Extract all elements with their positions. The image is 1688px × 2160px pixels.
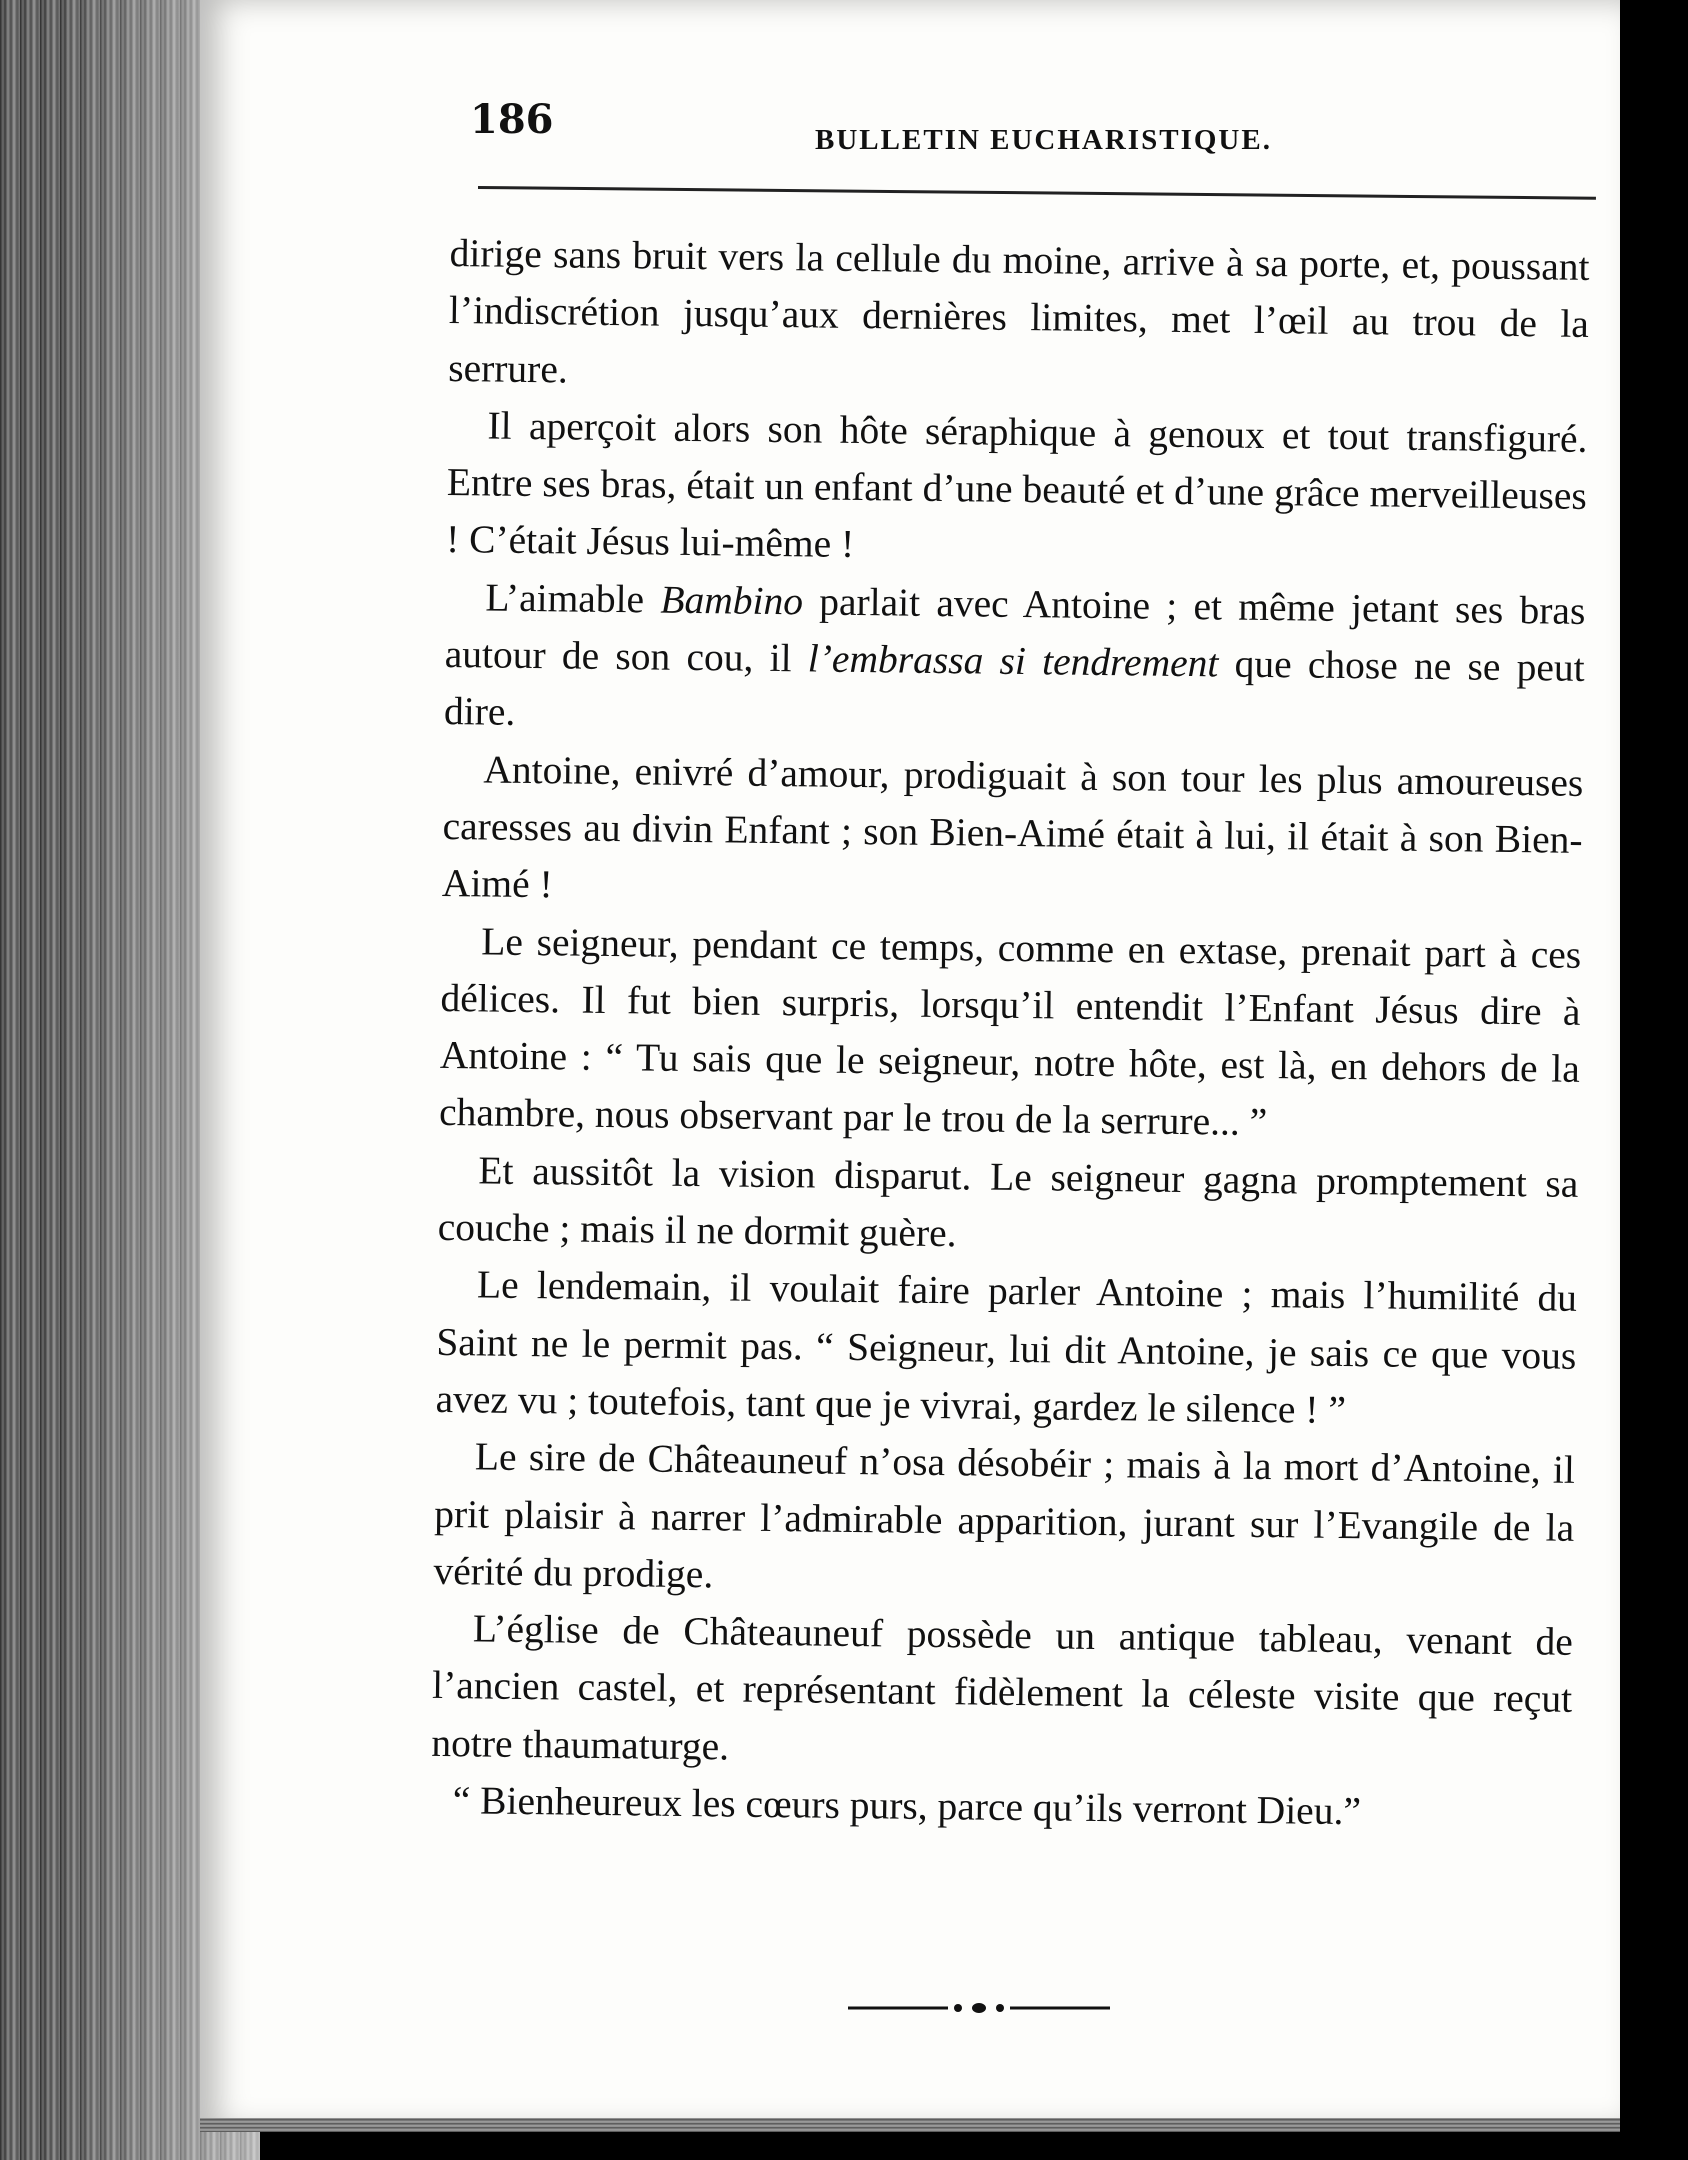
end-ornament xyxy=(848,2000,1110,2016)
italic-phrase: l’embrassa si tendrement xyxy=(807,636,1219,686)
paragraph: Le seigneur, pendant ce temps, comme en extase, prenait part à ces délices. Il fut bien surpris, lorsqu’il entendit l’Enfant Jésus dire à Antoine : “ Tu sais que le seigneur, notre hôte, est là, en dehors de la chambre, nous observant par le trou de la serrure... ” xyxy=(438,918,1582,1145)
page-header xyxy=(470,96,1600,176)
book-bottom-edge xyxy=(200,2118,1640,2132)
running-head: BULLETIN EUCHARISTIQUE. xyxy=(815,124,1272,156)
scan-border xyxy=(1620,0,1688,2160)
ornament-dot xyxy=(996,2004,1004,2012)
ornament-center xyxy=(972,2003,986,2013)
body-text xyxy=(430,225,1590,1843)
paragraph-text: L’aimable xyxy=(485,575,661,622)
page-number: 186 xyxy=(470,96,554,143)
paragraph: Et aussitôt la vision disparut. Le seigneur gagna promptement sa couche ; mais il ne dormit guère. xyxy=(437,1148,1579,1256)
closing-quote: “ Bienheureux les cœurs purs, parce qu’ils verront Dieu.” xyxy=(452,1778,1362,1834)
ornament-dot xyxy=(954,2004,962,2012)
paragraph: Antoine, enivré d’amour, prodiguait à son tour les plus amoureuses caresses au divin Enfant ; son Bien-Aimé était à lui, il était à son Bien-Aimé ! xyxy=(441,747,1584,907)
paragraph: dirige sans bruit vers la cellule du moine, arrive à sa porte, et, poussant l’indiscrétion jusqu’aux dernières limites, met l’œil au trou de la serrure. xyxy=(447,230,1590,392)
paragraph: Il aperçoit alors son hôte séraphique à genoux et tout transfiguré. Entre ses bras, était un enfant d’une beauté et d’une grâce merveilleuses ! C’était Jésus lui-même ! xyxy=(445,403,1588,567)
paragraph: Le sire de Châteauneuf n’osa désobéir ; mais à la mort d’Antoine, il prit plaisir à narrer l’admirable apparition, jurant sur l’Evangile de la vérité du prodige. xyxy=(433,1434,1576,1597)
paragraph-text: parlait avec Antoine ; et même jetant ses bras autour de son cou, il xyxy=(444,579,1586,681)
italic-phrase: Bambino xyxy=(660,577,804,624)
paragraph xyxy=(444,569,1586,755)
paragraph: Le lendemain, il voulait faire parler Antoine ; mais l’humilité du Saint ne le permit pas. “ Seigneur, lui dit Antoine, je sais ce que vous avez vu ; toutefois, tant que je vivrai, gardez le silence ! ” xyxy=(435,1262,1578,1432)
paragraph-text: que chose ne se peut dire. xyxy=(443,641,1585,735)
paragraph: L’église de Châteauneuf possède un antique tableau, venant de l’ancien castel, et représentant fidèlement la céleste visite que reçut notre thaumaturge. xyxy=(431,1606,1574,1769)
